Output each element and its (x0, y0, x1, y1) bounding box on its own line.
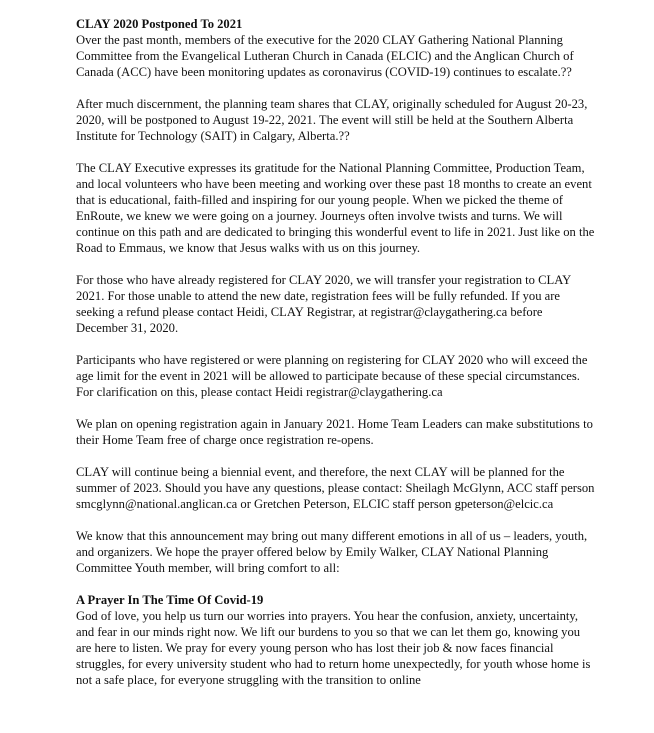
prayer-heading: A Prayer In The Time Of Covid-19 (76, 593, 264, 607)
paragraph-registration-transfer: For those who have already registered for CLAY 2020, we will transfer your registration to CLAY 2021. For those unable to attend the new date, registration fees will be fully refunded. If you are seeking a refund please contact Heidi, CLAY Registrar, at registrar@claygathering.ca before December 31, 2020. (76, 273, 571, 335)
prayer-text: God of love, you help us turn our worries into prayers. You hear the confusion, anxiety, uncertainty, and fear in our minds right now. We lift our burdens to you so that we can let them go, knowing you are here to listen. We pray for every young person who has lost their job & now faces financial struggles, for every university student who had to return home unexpectedly, for youth whose home is not a safe place, for everyone struggling with the transition to online (76, 609, 591, 687)
paragraph-announcement-emotions: We know that this announcement may bring out many different emotions in all of us – leaders, youth, and organizers. We hope the prayer offered below by Emily Walker, CLAY National Planning Committee Youth member, will bring comfort to all: (76, 529, 588, 575)
document-title: CLAY 2020 Postponed To 2021 (76, 17, 243, 31)
paragraph-reopen-registration: We plan on opening registration again in January 2021. Home Team Leaders can make substitutions to their Home Team free of charge once registration re-opens. (76, 417, 593, 447)
paragraph-biennial-contacts: CLAY will continue being a biennial event, and therefore, the next CLAY will be planned for the summer of 2023. Should you have any questions, please contact: Sheilagh McGlynn, ACC staff person smcglynn@national.anglican.ca or Gretchen Peterson, ELCIC staff person gpeterson@elcic.ca (76, 465, 595, 511)
paragraph-gratitude: The CLAY Executive expresses its gratitude for the National Planning Committee, Production Team, and local volunteers who have been meeting and working over these past 18 months to create an event that is educational, faith-filled and inspiring for our young people. When we picked the theme of EnRoute, we knew we were going on a journey. Journeys often involve twists and turns. We will continue on this path and are dedicated to bringing this wonderful event to life in 2021. Just like on the Road to Emmaus, we know that Jesus walks with us on this journey. (76, 161, 595, 255)
document-page (76, 16, 596, 704)
paragraph-postponement: After much discernment, the planning team shares that CLAY, originally scheduled for August 20-23, 2020, will be postponed to August 19-22, 2021. The event will still be held at the Southern Alberta Institute for Technology (SAIT) in Calgary, Alberta.?? (76, 97, 588, 143)
paragraph-age-limit: Participants who have registered or were planning on registering for CLAY 2020 who will exceed the age limit for the event in 2021 will be allowed to participate because of these special circumstances. For clarification on this, please contact Heidi registrar@claygathering.ca (76, 353, 588, 399)
paragraph-intro: Over the past month, members of the executive for the 2020 CLAY Gathering National Planning Committee from the Evangelical Lutheran Church in Canada (ELCIC) and the Anglican Church of Canada (ACC) have been monitoring updates as coronavirus (COVID-19) continues to escalate.?? (76, 33, 574, 79)
